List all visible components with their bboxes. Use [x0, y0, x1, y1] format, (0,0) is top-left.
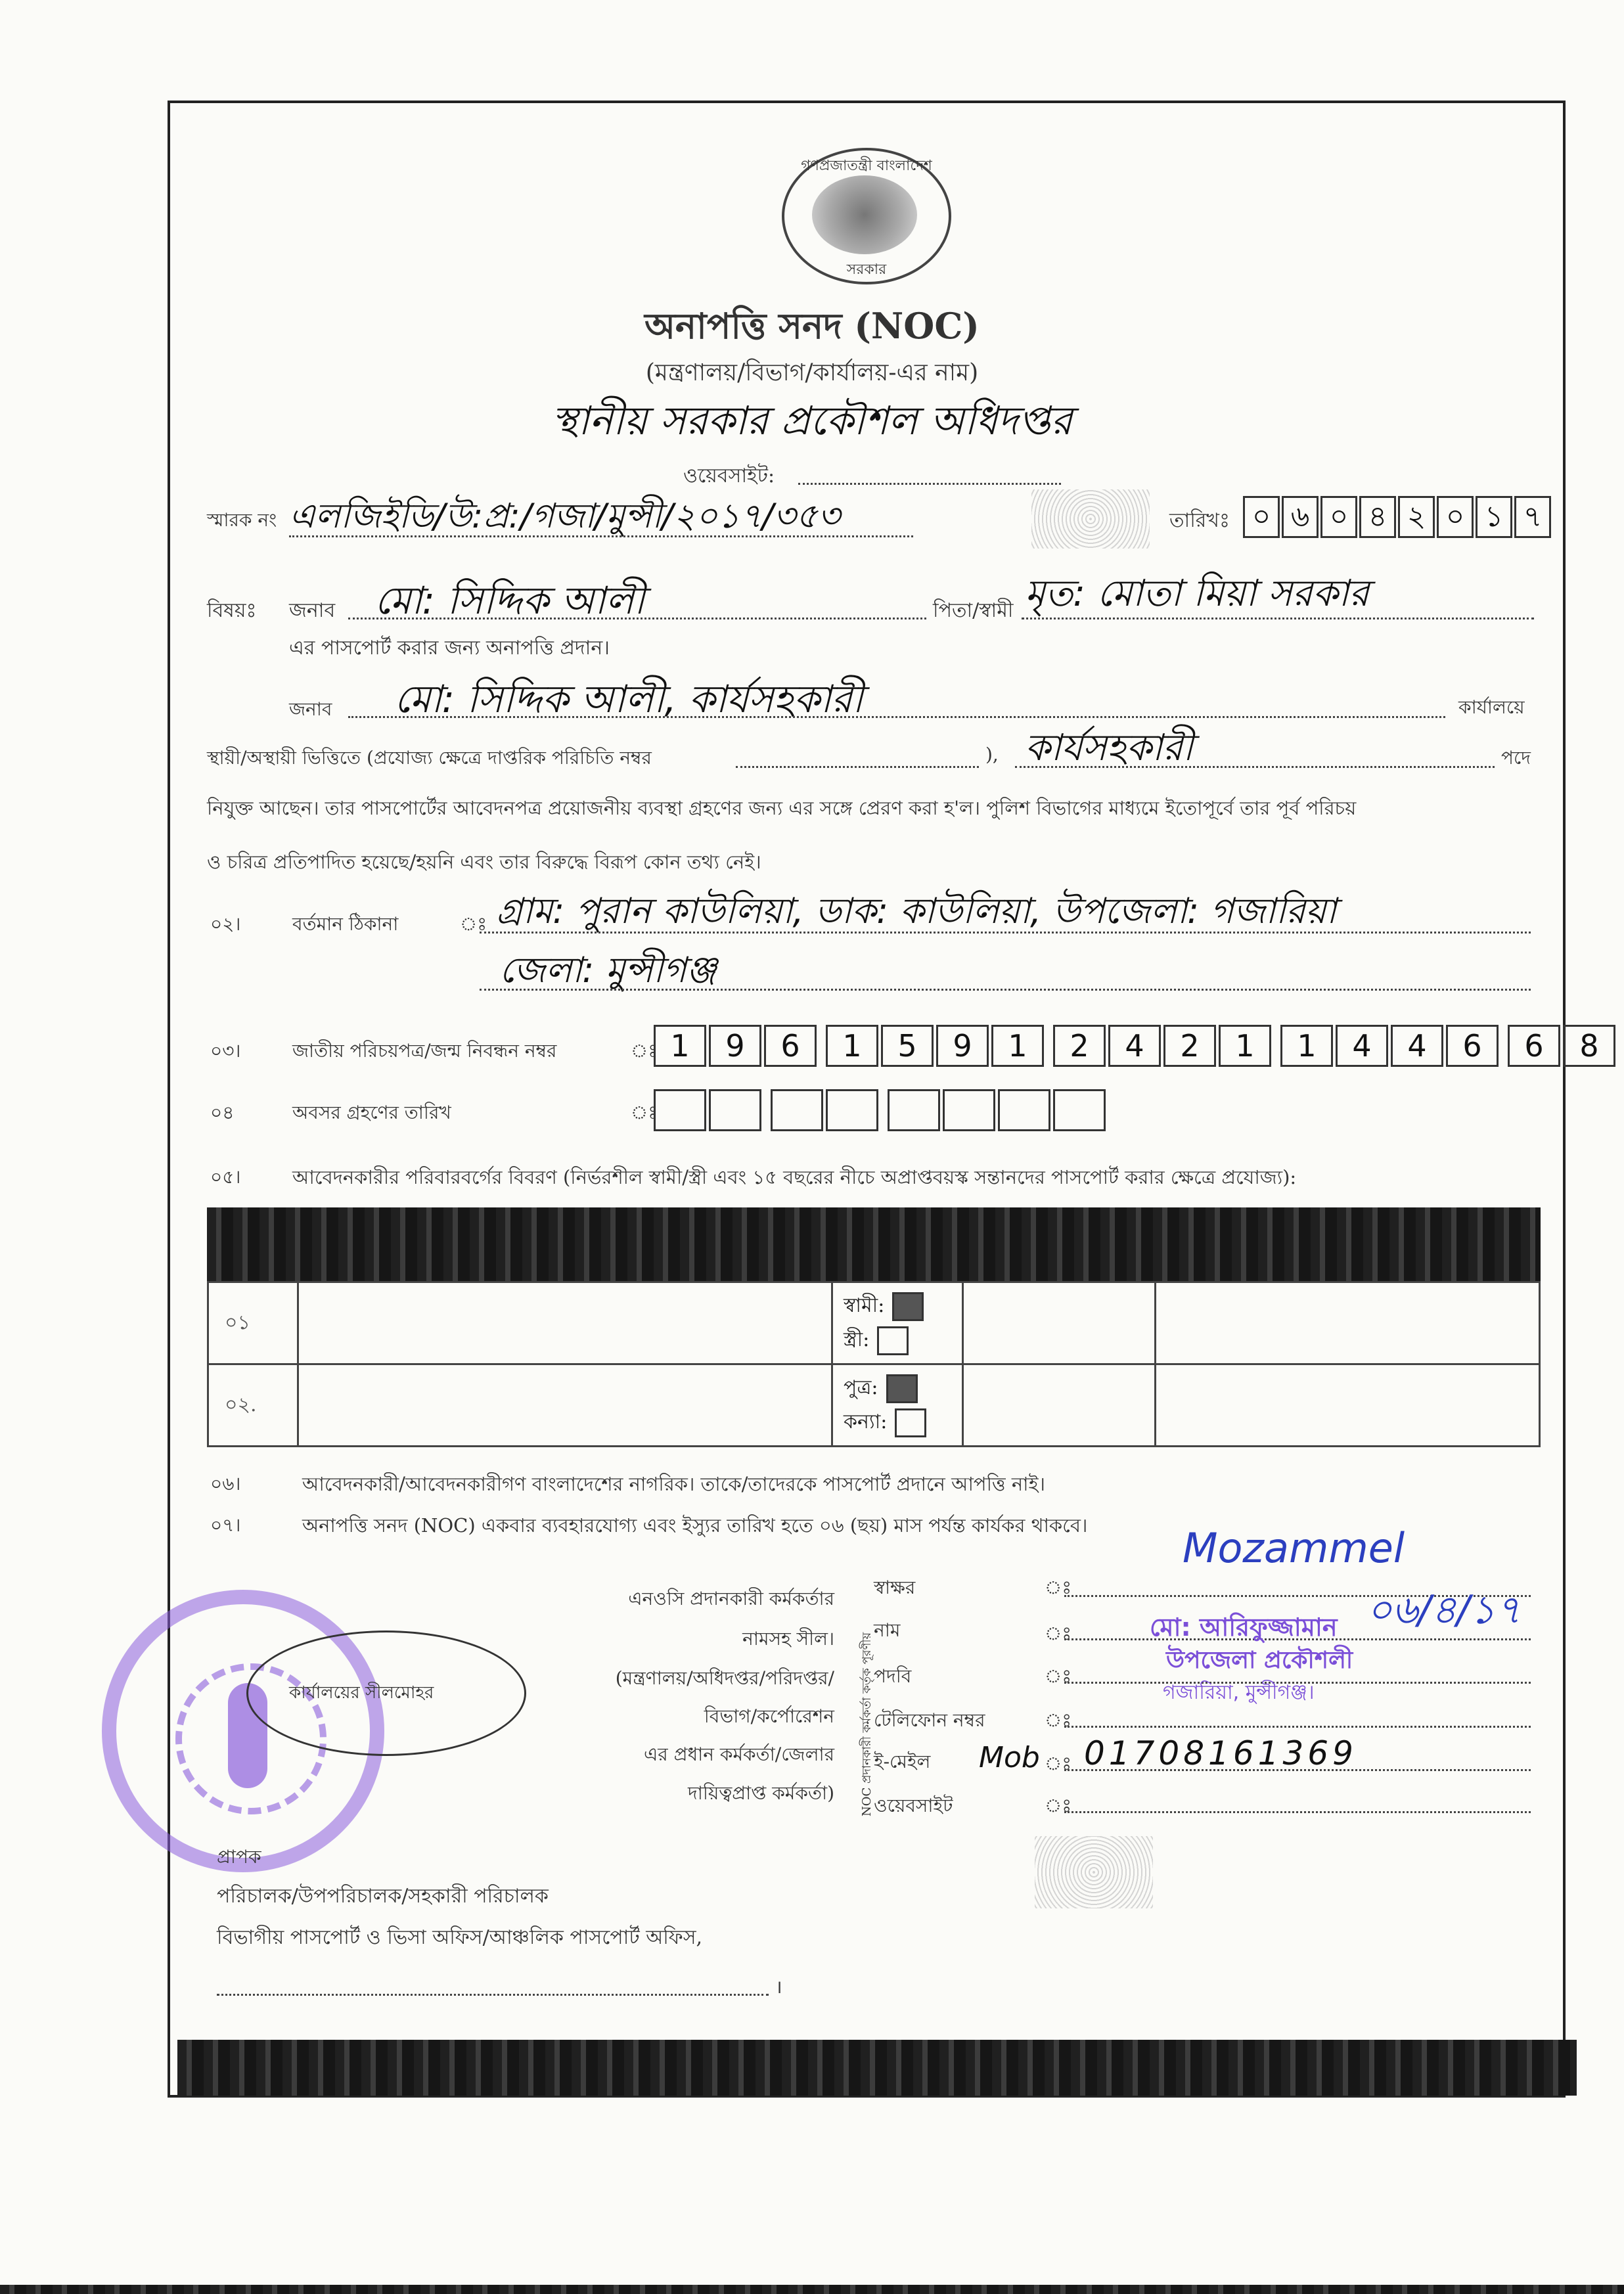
row-num: ০১ [208, 1282, 298, 1364]
sig-left-line3: (মন্ত্রণালয়/অধিদপ্তর/পরিদপ্তর/ [615, 1667, 834, 1689]
address-line1-dots [480, 932, 1531, 933]
family-name-cell[interactable] [298, 1364, 832, 1447]
colon: ঃ [1045, 1795, 1072, 1816]
date-label: তারিখঃ [1169, 509, 1230, 532]
recipient-line3 [217, 1994, 769, 1996]
relation-option: স্ত্রী: [844, 1328, 870, 1351]
date-digit-box[interactable]: ৭ [1514, 496, 1551, 538]
body-janab-line [348, 716, 1445, 718]
recipient-label: প্রাপক [217, 1846, 261, 1868]
basis-close: ), [985, 744, 999, 765]
nid-digit-box[interactable]: 6 [1508, 1025, 1560, 1067]
son-checkbox[interactable] [886, 1374, 918, 1403]
colon: ঃ [1045, 1577, 1072, 1598]
item03-num: ০৩। [210, 1040, 241, 1062]
recipient-line1: পরিচালক/উপপরিচালক/সহকারী পরিচালক [217, 1885, 549, 1908]
sig-left-line4: বিভাগ/কর্পোরেশন [704, 1705, 834, 1727]
memo-label: স্মারক নং [207, 509, 277, 531]
phone-line [1064, 1726, 1531, 1728]
seal-bottom-text: সরকার [846, 261, 887, 278]
date-digit-box[interactable]: ০ [1320, 496, 1357, 538]
table-row [208, 1364, 1540, 1447]
item04-colon: ঃ [631, 1102, 658, 1123]
nid-digit-box[interactable]: 1 [1280, 1025, 1333, 1067]
father-name: মৃত: মোতা মিয়া সরকার [1025, 572, 1370, 615]
janab-label: জনাব [289, 599, 336, 622]
nid-digit-box[interactable]: 8 [1563, 1025, 1615, 1067]
date-digit-box[interactable]: ৬ [1282, 496, 1319, 538]
retire-box[interactable] [888, 1089, 940, 1131]
date-digit-box[interactable]: ৪ [1359, 496, 1396, 538]
post-label: পদে [1501, 747, 1531, 769]
item02-label: বর্তমান ঠিকানা [292, 913, 399, 935]
nid-digit-box[interactable]: 2 [1163, 1025, 1216, 1067]
subject-label: বিষয়ঃ [207, 599, 257, 622]
wife-checkbox[interactable] [877, 1326, 909, 1355]
footer-band [177, 2040, 1577, 2096]
nid-digit-box[interactable]: 1 [654, 1025, 706, 1067]
ministry-subtitle: (মন্ত্রণালয়/বিভাগ/কার্যালয়-এর নাম) [645, 359, 979, 386]
item06-num: ০৬। [210, 1473, 241, 1495]
name-label: নাম [874, 1619, 901, 1641]
date-digit-box[interactable]: ০ [1437, 496, 1474, 538]
retire-box[interactable] [943, 1089, 995, 1131]
office-name: স্থানীয় সরকার প্রকৌশল অধিদপ্তর [551, 398, 1073, 444]
item02-num: ০২। [210, 913, 241, 935]
retire-box[interactable] [654, 1089, 706, 1131]
body-janab-value: মো: সিদ্দিক আলী, কার্যসহকারী [394, 677, 863, 721]
retire-box[interactable] [1053, 1089, 1106, 1131]
colon: ঃ [1045, 1623, 1072, 1644]
family-table-header [207, 1207, 1541, 1283]
item06-text: আবেদনকারী/আবেদনকারীগণ বাংলাদেশের নাগরিক। তাকে/তাদেরকে পাসপোর্ট প্রদানে আপত্তি নাই। [302, 1473, 1046, 1495]
item04-label: অবসর গ্রহণের তারিখ [292, 1102, 451, 1123]
item05-num: ০৫। [210, 1166, 241, 1188]
nid-digit-box[interactable]: 2 [1053, 1025, 1106, 1067]
item03-label: জাতীয় পরিচয়পত্র/জন্ম নিবন্ধন নম্বর [292, 1040, 557, 1062]
table-row [208, 1282, 1540, 1364]
family-name-cell[interactable] [298, 1282, 832, 1364]
sig-left-line1: এনওসি প্রদানকারী কর্মকর্তার [628, 1588, 834, 1609]
relation-option: কন্যা: [844, 1410, 888, 1433]
father-line [1022, 618, 1534, 619]
basis-line [736, 766, 979, 768]
nid-digit-box[interactable]: 6 [1446, 1025, 1499, 1067]
stamp-designation: উপজেলা প্রকৌশলী [1166, 1647, 1353, 1674]
body-janab-label: জনাব [289, 698, 332, 720]
relation-option: স্বামী: [844, 1294, 885, 1317]
website-line-field [1064, 1811, 1531, 1813]
address-line2-dots [480, 989, 1531, 991]
relation-option: পুত্র: [844, 1376, 878, 1399]
daughter-checkbox[interactable] [895, 1408, 926, 1437]
page-title: অনাপত্তি সনদ (NOC) [644, 305, 980, 347]
row-num: ০২. [208, 1364, 298, 1447]
item07-text: অনাপত্তি সনদ (NOC) একবার ব্যবহারযোগ্য এবং ইস্যুর তারিখ হতে ০৬ (ছয়) মাস পর্যন্ত কার্যকর থাকবে। [302, 1514, 1088, 1537]
emblem-icon [812, 175, 917, 254]
nid-digit-box[interactable]: 1 [1219, 1025, 1271, 1067]
memo-line [289, 535, 913, 537]
date-digit-box[interactable]: ১ [1476, 496, 1512, 538]
relation-cell [832, 1364, 963, 1447]
item03-colon: ঃ [631, 1040, 658, 1062]
date-digit-box[interactable]: ০ [1243, 496, 1280, 538]
date-boxes [1243, 496, 1553, 538]
sig-left-line2: নামসহ সীল। [742, 1628, 834, 1650]
family-table [207, 1281, 1541, 1447]
office-label: কার্যালয়ে [1458, 696, 1525, 718]
item04-num: ০৪ [210, 1102, 235, 1123]
colon: ঃ [1045, 1665, 1072, 1687]
seal-label: কার্যালয়ের সীলমোহর [289, 1683, 434, 1703]
website-field-label: ওয়েবসাইট [874, 1795, 953, 1816]
nid-digit-box[interactable]: 9 [709, 1025, 761, 1067]
subject-line2: এর পাসপোর্ট করার জন্য অনাপত্তি প্রদান। [289, 637, 610, 660]
colon: ঃ [1045, 1709, 1072, 1731]
scan-smudge [1031, 489, 1150, 549]
recipient-end: । [775, 1976, 782, 1998]
nid-digit-box[interactable]: 1 [826, 1025, 878, 1067]
email-label: ই-মেইল [874, 1751, 931, 1772]
para-line1: নিযুক্ত আছেন। তার পাসপোর্টের আবেদনপত্র প্রয়োজনীয় ব্যবস্থা গ্রহণের জন্য এর সঙ্গে প্রেরণ করা হ'ল। পুলিশ বিভাগের মাধ্যমে ইতোপূর্বে তার পূর্ব পরিচয় [207, 797, 1357, 819]
vertical-label: NOC প্রদানকারী কর্মকর্তা কর্তৃক পূরণীয় [860, 1632, 874, 1816]
item05-text: আবেদনকারীর পরিবারবর্গের বিবরণ (নির্ভরশীল স্বামী/স্ত্রী এবং ১৫ বছরের নীচে অপ্রাপ্তবয়স্ক সন্তানদের পাসপোর্ট করার ক্ষেত্রে প্রযোজ্য): [292, 1166, 1297, 1188]
website-line [798, 483, 1061, 485]
nid-digit-box[interactable]: 6 [764, 1025, 817, 1067]
address-line2: জেলা: মুন্সীগঞ্জ [499, 949, 717, 991]
family-extra-cell[interactable] [963, 1282, 1156, 1364]
address-line1: গ্রাম: পুরান কাউলিয়া, ডাক: কাউলিয়া, উপজেলা: গজারিয়া [496, 890, 1337, 932]
sig-left-line5: এর প্রধান কর্মকর্তা/জেলার [643, 1743, 834, 1765]
nid-boxes [654, 1025, 1618, 1067]
retire-box[interactable] [771, 1089, 823, 1131]
nid-digit-box[interactable]: 5 [881, 1025, 934, 1067]
father-label: পিতা/স্বামী [933, 599, 1014, 622]
retire-box[interactable] [998, 1089, 1050, 1131]
item02-colon: ঃ [460, 913, 487, 935]
stamp-name: মো: আরিফুজ্জামান [1150, 1613, 1338, 1642]
nid-digit-box[interactable]: 1 [991, 1025, 1044, 1067]
para-line2: ও চরিত্র প্রতিপাদিত হয়েছে/হয়নি এবং তার বিরুদ্ধে বিরূপ কোন তথ্য নেই। [207, 851, 761, 873]
mobile-number: 01708161369 [1084, 1734, 1357, 1772]
retire-box[interactable] [709, 1089, 761, 1131]
post-value: কার্যসহকারী [1025, 727, 1194, 769]
basis-text: স্থায়ী/অস্থায়ী ভিত্তিতে (প্রযোজ্য ক্ষেত্রে দাপ্তরিক পরিচিতি নম্বর [207, 747, 652, 769]
sign-label: স্বাক্ষর [874, 1577, 916, 1598]
nid-digit-box[interactable]: 9 [936, 1025, 989, 1067]
relation-cell [832, 1282, 963, 1364]
nid-digit-box[interactable]: 4 [1336, 1025, 1388, 1067]
retire-box[interactable] [826, 1089, 878, 1131]
nid-digit-box[interactable]: 4 [1391, 1025, 1443, 1067]
scan-smudge [1035, 1836, 1153, 1908]
post-line [1015, 766, 1495, 768]
sig-left-line6: দায়িত্বপ্রাপ্ত কর্মকর্তা) [688, 1782, 834, 1804]
name-line [348, 618, 926, 619]
husband-checkbox[interactable] [892, 1292, 924, 1321]
phone-label: টেলিফোন নম্বর [874, 1709, 985, 1731]
family-extra-cell[interactable] [963, 1364, 1156, 1447]
applicant-name: মো: সিদ্দিক আলী [374, 578, 645, 623]
family-extra-cell[interactable] [1156, 1282, 1540, 1364]
family-extra-cell[interactable] [1156, 1364, 1540, 1447]
mob-label: Mob [979, 1741, 1040, 1774]
item07-num: ০৭। [210, 1514, 241, 1536]
officer-signature: Mozammel [1183, 1524, 1405, 1572]
designation-label: পদবি [874, 1665, 912, 1687]
government-seal [782, 148, 951, 284]
page-edge [0, 2285, 1624, 2294]
date-digit-box[interactable]: ২ [1398, 496, 1435, 538]
stamp-place: গজারিয়া, মুন্সীগঞ্জ। [1163, 1681, 1315, 1704]
retirement-date-boxes [654, 1089, 1108, 1131]
seal-top-text: গণপ্রজাতন্ত্রী বাংলাদেশ [801, 158, 932, 174]
website-label: ওয়েবসাইট: [683, 464, 775, 487]
recipient-line2: বিভাগীয় পাসপোর্ট ও ভিসা অফিস/আঞ্চলিক পাসপোর্ট অফিস, [217, 1926, 703, 1949]
colon: ঃ [1045, 1753, 1072, 1774]
nid-digit-box[interactable]: 4 [1108, 1025, 1161, 1067]
memo-number: এলজিইডি/উ:প্র:/গজা/মুন্সী/২০১৭/৩৫৩ [289, 497, 840, 536]
signature-date: ০৬/৪/১৭ [1366, 1587, 1522, 1633]
